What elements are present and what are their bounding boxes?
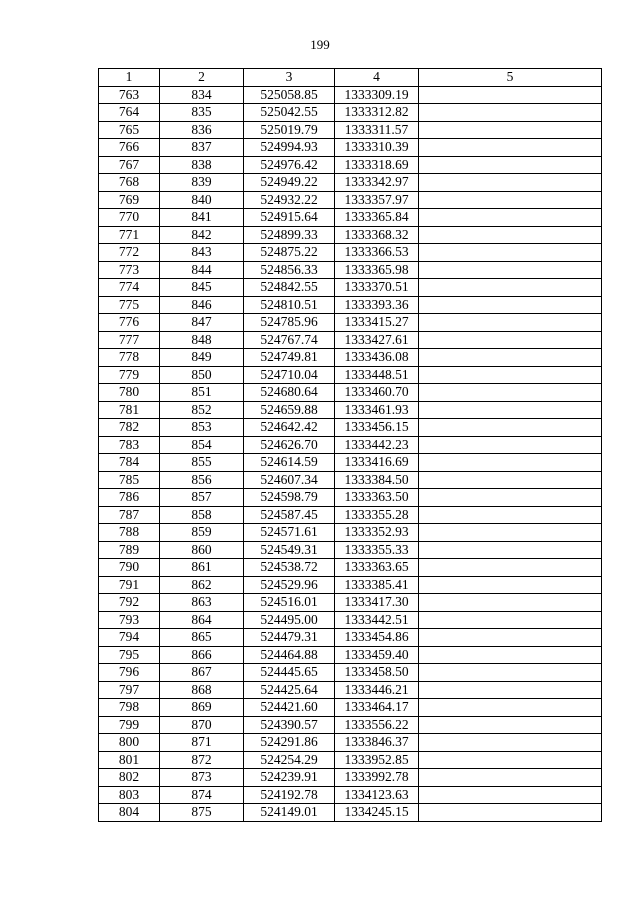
table-cell [419, 349, 602, 367]
table-cell: 524607.34 [244, 471, 335, 489]
table-cell: 857 [160, 489, 244, 507]
table-cell: 841 [160, 209, 244, 227]
table-cell [419, 86, 602, 104]
table-cell: 853 [160, 419, 244, 437]
table-cell [419, 174, 602, 192]
table-cell: 772 [99, 244, 160, 262]
table-cell [419, 104, 602, 122]
table-cell: 767 [99, 156, 160, 174]
table-cell: 1333415.27 [335, 314, 419, 332]
table-cell: 859 [160, 524, 244, 542]
table-row [99, 506, 602, 524]
table-cell: 779 [99, 366, 160, 384]
table-cell [419, 209, 602, 227]
table-cell: 845 [160, 279, 244, 297]
table-cell: 764 [99, 104, 160, 122]
table-cell: 792 [99, 594, 160, 612]
table-cell: 791 [99, 576, 160, 594]
table-cell: 1333385.41 [335, 576, 419, 594]
table-cell: 524390.57 [244, 716, 335, 734]
table-cell: 796 [99, 664, 160, 682]
table-row [99, 244, 602, 262]
table-cell: 871 [160, 734, 244, 752]
table-cell: 793 [99, 611, 160, 629]
table-row [99, 716, 602, 734]
table-cell: 856 [160, 471, 244, 489]
table-cell [419, 681, 602, 699]
table-cell: 804 [99, 804, 160, 822]
table-cell: 783 [99, 436, 160, 454]
table-cell: 1333370.51 [335, 279, 419, 297]
table-cell: 766 [99, 139, 160, 157]
table-cell: 524516.01 [244, 594, 335, 612]
table-cell [419, 646, 602, 664]
table-cell: 1333459.40 [335, 646, 419, 664]
table-cell: 524626.70 [244, 436, 335, 454]
table-cell: 1333417.30 [335, 594, 419, 612]
table-cell: 524464.88 [244, 646, 335, 664]
table-cell: 770 [99, 209, 160, 227]
table-cell: 858 [160, 506, 244, 524]
table-cell: 863 [160, 594, 244, 612]
table-header-row [99, 69, 602, 87]
table-row [99, 559, 602, 577]
table-cell [419, 699, 602, 717]
table-cell: 768 [99, 174, 160, 192]
table-cell: 847 [160, 314, 244, 332]
table-cell [419, 576, 602, 594]
table-cell: 781 [99, 401, 160, 419]
table-cell: 1333436.08 [335, 349, 419, 367]
table-cell [419, 261, 602, 279]
coordinates-table [98, 68, 602, 822]
table-cell: 784 [99, 454, 160, 472]
table-cell: 524587.45 [244, 506, 335, 524]
table-cell: 524915.64 [244, 209, 335, 227]
table-row [99, 769, 602, 787]
table-cell: 1333952.85 [335, 751, 419, 769]
table-cell: 854 [160, 436, 244, 454]
table-cell: 774 [99, 279, 160, 297]
table-cell [419, 244, 602, 262]
table-cell: 525019.79 [244, 121, 335, 139]
table-cell: 1333309.19 [335, 86, 419, 104]
table-cell [419, 489, 602, 507]
table-cell: 835 [160, 104, 244, 122]
table-cell: 524842.55 [244, 279, 335, 297]
table-cell: 1333456.15 [335, 419, 419, 437]
table-cell: 524598.79 [244, 489, 335, 507]
table-cell: 875 [160, 804, 244, 822]
table-row [99, 524, 602, 542]
table-cell: 524785.96 [244, 314, 335, 332]
table-cell: 861 [160, 559, 244, 577]
table-cell: 870 [160, 716, 244, 734]
table-cell: 1333310.39 [335, 139, 419, 157]
table-cell: 795 [99, 646, 160, 664]
table-cell [419, 331, 602, 349]
table-cell: 839 [160, 174, 244, 192]
table-cell: 862 [160, 576, 244, 594]
table-row [99, 576, 602, 594]
table-cell [419, 279, 602, 297]
table-cell [419, 664, 602, 682]
table-row [99, 541, 602, 559]
table-row [99, 401, 602, 419]
table-cell [419, 559, 602, 577]
table-cell: 1333454.86 [335, 629, 419, 647]
table-cell: 524810.51 [244, 296, 335, 314]
table-cell: 524659.88 [244, 401, 335, 419]
table-row [99, 489, 602, 507]
table-row [99, 191, 602, 209]
table-row [99, 314, 602, 332]
table-cell: 524479.31 [244, 629, 335, 647]
table-cell: 1334245.15 [335, 804, 419, 822]
table-cell: 524749.81 [244, 349, 335, 367]
table-row [99, 174, 602, 192]
table-row [99, 384, 602, 402]
table-cell: 865 [160, 629, 244, 647]
table-cell: 524291.86 [244, 734, 335, 752]
table-cell: 1333442.23 [335, 436, 419, 454]
table-cell: 849 [160, 349, 244, 367]
table-cell: 1333393.36 [335, 296, 419, 314]
table-cell: 773 [99, 261, 160, 279]
table-row [99, 104, 602, 122]
table-cell: 771 [99, 226, 160, 244]
table-cell: 780 [99, 384, 160, 402]
table-cell: 524932.22 [244, 191, 335, 209]
table-cell: 1333311.57 [335, 121, 419, 139]
table-cell: 1333460.70 [335, 384, 419, 402]
table-cell: 790 [99, 559, 160, 577]
table-cell [419, 734, 602, 752]
table-cell: 524680.64 [244, 384, 335, 402]
table-cell: 524149.01 [244, 804, 335, 822]
column-header: 4 [335, 69, 419, 87]
table-cell: 763 [99, 86, 160, 104]
table-cell: 524425.64 [244, 681, 335, 699]
table-row [99, 349, 602, 367]
table-cell: 1333357.97 [335, 191, 419, 209]
table-cell: 769 [99, 191, 160, 209]
table-row [99, 471, 602, 489]
table-cell: 850 [160, 366, 244, 384]
table-cell: 524875.22 [244, 244, 335, 262]
table-cell [419, 296, 602, 314]
table-cell: 524994.93 [244, 139, 335, 157]
table-cell: 836 [160, 121, 244, 139]
table-cell: 789 [99, 541, 160, 559]
table-cell: 874 [160, 786, 244, 804]
table-cell: 787 [99, 506, 160, 524]
table-cell: 775 [99, 296, 160, 314]
table-row [99, 646, 602, 664]
table-row [99, 86, 602, 104]
table-cell: 1333363.65 [335, 559, 419, 577]
table-cell: 785 [99, 471, 160, 489]
table-cell [419, 471, 602, 489]
table-cell: 1333365.98 [335, 261, 419, 279]
table-cell: 524445.65 [244, 664, 335, 682]
column-header: 2 [160, 69, 244, 87]
table-cell: 852 [160, 401, 244, 419]
table-cell: 848 [160, 331, 244, 349]
table-cell [419, 436, 602, 454]
table-cell [419, 611, 602, 629]
column-header: 5 [419, 69, 602, 87]
table-cell [419, 629, 602, 647]
table-row [99, 611, 602, 629]
page-number: 199 [310, 37, 330, 52]
table-cell: 524254.29 [244, 751, 335, 769]
table-cell: 524549.31 [244, 541, 335, 559]
table-cell: 844 [160, 261, 244, 279]
table-cell: 1333458.50 [335, 664, 419, 682]
table-cell: 1333442.51 [335, 611, 419, 629]
table-cell: 1333352.93 [335, 524, 419, 542]
table-cell: 1333446.21 [335, 681, 419, 699]
table-cell [419, 314, 602, 332]
table-cell: 1333368.32 [335, 226, 419, 244]
table-row [99, 331, 602, 349]
table-cell: 851 [160, 384, 244, 402]
table-cell: 1333427.61 [335, 331, 419, 349]
table-cell: 524614.59 [244, 454, 335, 472]
table-cell [419, 769, 602, 787]
table-cell [419, 594, 602, 612]
table-cell: 842 [160, 226, 244, 244]
table-cell: 1333363.50 [335, 489, 419, 507]
table-cell [419, 751, 602, 769]
table-cell: 1333448.51 [335, 366, 419, 384]
table-cell: 800 [99, 734, 160, 752]
table-cell: 1333464.17 [335, 699, 419, 717]
table-cell [419, 716, 602, 734]
table-row [99, 436, 602, 454]
table-cell: 776 [99, 314, 160, 332]
table-cell: 868 [160, 681, 244, 699]
table-cell [419, 454, 602, 472]
table-row [99, 419, 602, 437]
table-cell: 788 [99, 524, 160, 542]
table-row [99, 261, 602, 279]
table-cell: 1333318.69 [335, 156, 419, 174]
table-row [99, 804, 602, 822]
table-cell: 834 [160, 86, 244, 104]
table-cell: 524529.96 [244, 576, 335, 594]
table-row [99, 699, 602, 717]
table-cell: 524239.91 [244, 769, 335, 787]
table-row [99, 734, 602, 752]
table-cell: 1333384.50 [335, 471, 419, 489]
table-cell [419, 139, 602, 157]
table-cell: 843 [160, 244, 244, 262]
table-row [99, 156, 602, 174]
table-cell: 524899.33 [244, 226, 335, 244]
table-cell: 524192.78 [244, 786, 335, 804]
table-cell [419, 541, 602, 559]
table-cell: 1333461.93 [335, 401, 419, 419]
table-cell: 778 [99, 349, 160, 367]
table-cell: 872 [160, 751, 244, 769]
table-cell: 524856.33 [244, 261, 335, 279]
table-cell: 1333556.22 [335, 716, 419, 734]
table-cell [419, 524, 602, 542]
column-header: 1 [99, 69, 160, 87]
table-cell: 782 [99, 419, 160, 437]
table-cell: 873 [160, 769, 244, 787]
table-row [99, 454, 602, 472]
table-row [99, 121, 602, 139]
table-row [99, 681, 602, 699]
table-cell: 837 [160, 139, 244, 157]
table-cell: 1333355.28 [335, 506, 419, 524]
table-cell [419, 366, 602, 384]
table-cell: 1333992.78 [335, 769, 419, 787]
table-cell: 866 [160, 646, 244, 664]
table-cell [419, 786, 602, 804]
table-cell [419, 121, 602, 139]
table-cell [419, 384, 602, 402]
table-body [99, 86, 602, 821]
table-cell: 867 [160, 664, 244, 682]
table-cell: 802 [99, 769, 160, 787]
table-cell: 846 [160, 296, 244, 314]
table-cell: 524949.22 [244, 174, 335, 192]
table-cell: 1333355.33 [335, 541, 419, 559]
table-cell: 864 [160, 611, 244, 629]
table-cell: 525058.85 [244, 86, 335, 104]
table-cell: 1334123.63 [335, 786, 419, 804]
table-row [99, 209, 602, 227]
table-cell: 803 [99, 786, 160, 804]
table-cell: 525042.55 [244, 104, 335, 122]
table-cell: 855 [160, 454, 244, 472]
table-cell: 524976.42 [244, 156, 335, 174]
table-cell [419, 191, 602, 209]
table-cell [419, 401, 602, 419]
table-cell: 838 [160, 156, 244, 174]
table-row [99, 279, 602, 297]
table-cell: 1333366.53 [335, 244, 419, 262]
table-cell: 860 [160, 541, 244, 559]
table-row [99, 786, 602, 804]
table-row [99, 751, 602, 769]
table-cell: 1333846.37 [335, 734, 419, 752]
column-header: 3 [244, 69, 335, 87]
table-cell: 798 [99, 699, 160, 717]
table-cell: 1333312.82 [335, 104, 419, 122]
table-cell: 794 [99, 629, 160, 647]
table-cell: 524571.61 [244, 524, 335, 542]
table-cell: 840 [160, 191, 244, 209]
table-cell: 1333342.97 [335, 174, 419, 192]
table-cell [419, 506, 602, 524]
table-cell: 786 [99, 489, 160, 507]
table-cell: 1333416.69 [335, 454, 419, 472]
table-cell: 524421.60 [244, 699, 335, 717]
table-row [99, 139, 602, 157]
table-row [99, 629, 602, 647]
table-cell [419, 156, 602, 174]
table-row [99, 594, 602, 612]
table-cell: 765 [99, 121, 160, 139]
table-cell: 801 [99, 751, 160, 769]
table-cell: 524710.04 [244, 366, 335, 384]
table-row [99, 366, 602, 384]
table-cell [419, 226, 602, 244]
table-cell: 1333365.84 [335, 209, 419, 227]
table-cell [419, 419, 602, 437]
table-cell: 777 [99, 331, 160, 349]
table-row [99, 296, 602, 314]
table-cell: 797 [99, 681, 160, 699]
table-cell: 869 [160, 699, 244, 717]
table-cell: 524495.00 [244, 611, 335, 629]
table-cell: 799 [99, 716, 160, 734]
table-cell: 524767.74 [244, 331, 335, 349]
table-cell: 524538.72 [244, 559, 335, 577]
table-row [99, 226, 602, 244]
table-row [99, 664, 602, 682]
table-cell [419, 804, 602, 822]
table-cell: 524642.42 [244, 419, 335, 437]
